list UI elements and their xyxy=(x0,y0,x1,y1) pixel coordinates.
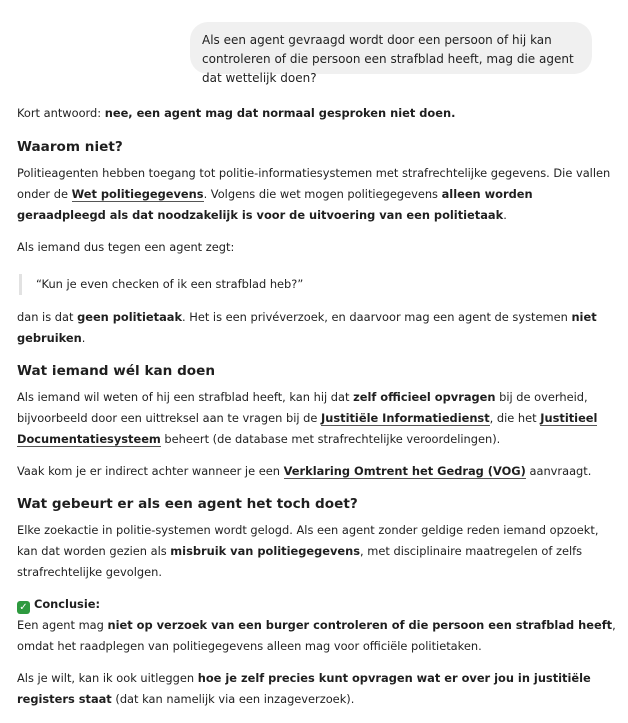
text-span: beheert (de database met strafrechtelijke veroordelingen). xyxy=(160,432,501,446)
conclusion-paragraph xyxy=(17,615,617,657)
conclusion-label-line xyxy=(17,594,617,615)
text-span: Vaak kom je er indirect achter wanneer je een xyxy=(17,464,284,478)
text-span: . Het is een privéverzoek, en daarvoor mag een agent de systemen xyxy=(182,310,572,324)
short-answer-bold: nee, een agent mag dat normaal gesproken niet doen. xyxy=(104,106,456,120)
short-answer-prefix: Kort antwoord: xyxy=(17,106,105,120)
link-justitiele-informatiedienst[interactable]: Justitiële Informatiedienst xyxy=(321,411,490,425)
text-span: , die het xyxy=(489,411,541,425)
final-paragraph xyxy=(17,668,617,710)
assistant-response xyxy=(17,103,617,710)
anyway-paragraph xyxy=(17,520,617,583)
heading-what-happens: Wat gebeurt er als een agent het toch doet? xyxy=(17,496,358,512)
bold-text: geen politietaak xyxy=(77,310,183,324)
quote-block xyxy=(19,274,617,295)
text-span: , omdat het raadplegen van politiegegevens alleen mag voor officiële politietaken. xyxy=(17,618,616,653)
text-span: . xyxy=(81,331,86,345)
text-span: Als je wilt, kan ik ook uitleggen xyxy=(17,671,198,685)
why-paragraph-3 xyxy=(17,307,617,349)
conclusion-label: Conclusie: xyxy=(34,597,101,611)
text-span: Politieagenten hebben toegang tot politie-informatiesystemen met strafrechtelijke gegevens. Die vallen onder de xyxy=(17,166,611,201)
user-message-bubble xyxy=(190,22,592,85)
text-span: Elke zoekactie in politie-systemen wordt gelogd. Als een agent zonder geldige reden iemand opzoekt, kan dat worden gezien als xyxy=(17,523,599,558)
short-answer xyxy=(17,103,617,124)
bold-text: hoe je zelf precies kunt opvragen wat er over jou in justitiële registers staat xyxy=(17,671,591,706)
can-paragraph-1 xyxy=(17,387,617,450)
quote-text: “Kun je even checken of ik een strafblad heb?” xyxy=(36,277,304,291)
text-span: bij de overheid, bijvoorbeeld door een uittreksel aan te vragen bij de xyxy=(17,390,588,425)
text-span: . Volgens die wet mogen politiegegevens xyxy=(203,187,442,201)
link-vog[interactable]: Verklaring Omtrent het Gedrag (VOG) xyxy=(283,464,526,478)
check-mark-icon: ✓ xyxy=(17,601,30,614)
bold-text: niet op verzoek van een burger controleren of die persoon een strafblad heeft xyxy=(107,618,613,632)
text-span: dan is dat xyxy=(17,310,78,324)
text-span: Als iemand wil weten of hij een strafblad heeft, kan hij dat xyxy=(17,390,354,404)
why-paragraph-1 xyxy=(17,163,617,226)
can-paragraph-2 xyxy=(17,461,617,482)
why-paragraph-2: Als iemand dus tegen een agent zegt: xyxy=(17,240,235,254)
text-span: . xyxy=(503,208,507,222)
bold-text: niet gebruiken xyxy=(17,310,597,345)
heading-what-can-do: Wat iemand wél kan doen xyxy=(17,363,216,379)
link-justitieel-documentatiesysteem[interactable]: Justitieel Documentatiesysteem xyxy=(17,411,598,446)
bold-text: misbruik van politiegegevens xyxy=(170,544,361,558)
text-span: (dat kan namelijk via een inzageverzoek). xyxy=(111,692,355,706)
bold-text: alleen worden geraadpleegd als dat noodzakelijk is voor de uitvoering van een politietaak xyxy=(17,187,533,222)
text-span: Een agent mag xyxy=(17,618,108,632)
heading-why-not: Waarom niet? xyxy=(17,139,123,155)
user-message-text: Als een agent gevraagd wordt door een persoon of hij kan controleren of die persoon een strafblad heeft, mag die agent dat wettelijk doen? xyxy=(202,33,574,85)
text-span: aanvraagt. xyxy=(525,464,592,478)
bold-text: zelf officieel opvragen xyxy=(353,390,496,404)
link-wet-politiegegevens[interactable]: Wet politiegegevens xyxy=(71,187,204,201)
text-span: , met disciplinaire maatregelen of zelfs strafrechtelijke gevolgen. xyxy=(17,544,583,579)
